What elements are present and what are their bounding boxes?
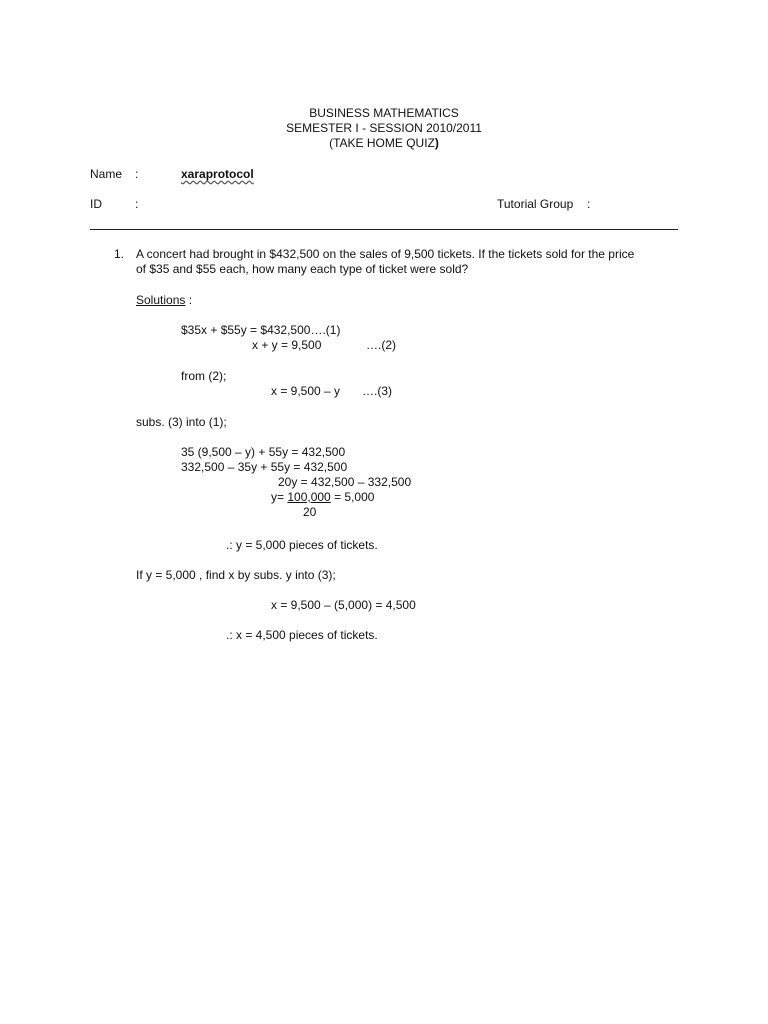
name-colon: : (135, 167, 139, 181)
name-value: xaraprotocol (181, 167, 254, 181)
title-line-2: SEMESTER I - SESSION 2010/2011 (286, 121, 482, 135)
id-colon: : (135, 197, 139, 211)
header-divider (90, 229, 678, 230)
result-x: .: x = 4,500 pieces of tickets. (226, 628, 378, 642)
name-label: Name (90, 167, 123, 181)
solutions-heading-text: Solutions (136, 293, 186, 307)
step-4-denominator: 20 (303, 505, 317, 519)
step-3: 20y = 432,500 – 332,500 (278, 475, 412, 489)
step-4-suffix: = 5,000 (330, 490, 375, 504)
x-calculation: x = 9,500 – (5,000) = 4,500 (271, 598, 416, 612)
solutions-heading-colon: : (185, 293, 193, 307)
step-1: 35 (9,500 – y) + 55y = 432,500 (181, 445, 346, 459)
from-2-text: from (2); (181, 369, 227, 383)
title-line-3-paren: ) (434, 136, 439, 150)
solutions-heading (136, 293, 192, 307)
equation-3: x = 9,500 – y (271, 384, 341, 398)
step-4 (271, 490, 374, 504)
title-line-1: BUSINESS MATHEMATICS (309, 106, 459, 120)
equation-2: x + y = 9,500 (252, 338, 322, 352)
equation-2-tag: ….(2) (366, 338, 396, 352)
step-4-prefix: y= (271, 490, 288, 504)
result-y: .: y = 5,000 pieces of tickets. (226, 538, 378, 552)
if-y-text: If y = 5,000 , find x by subs. y into (3); (136, 568, 336, 582)
equation-1: $35x + $55y = $432,500….(1) (181, 323, 341, 337)
step-2: 332,500 – 35y + 55y = 432,500 (181, 460, 348, 474)
tutorial-group-colon: : (587, 197, 591, 211)
title-line-3 (0, 136, 768, 150)
id-label: ID (90, 197, 102, 211)
tutorial-group-label: Tutorial Group (497, 197, 574, 211)
question-text-line-2: of $35 and $55 each, how many each type of ticket were sold? (136, 262, 469, 276)
substitution-text: subs. (3) into (1); (136, 415, 227, 429)
step-4-numerator: 100,000 (287, 490, 331, 504)
question-text-line-1: A concert had brought in $432,500 on the sales of 9,500 tickets. If the tickets sold for the price (136, 247, 635, 261)
title-line-3-text: (TAKE HOME QUIZ (329, 136, 435, 150)
question-number: 1. (114, 247, 125, 261)
equation-3-tag: ….(3) (362, 384, 392, 398)
